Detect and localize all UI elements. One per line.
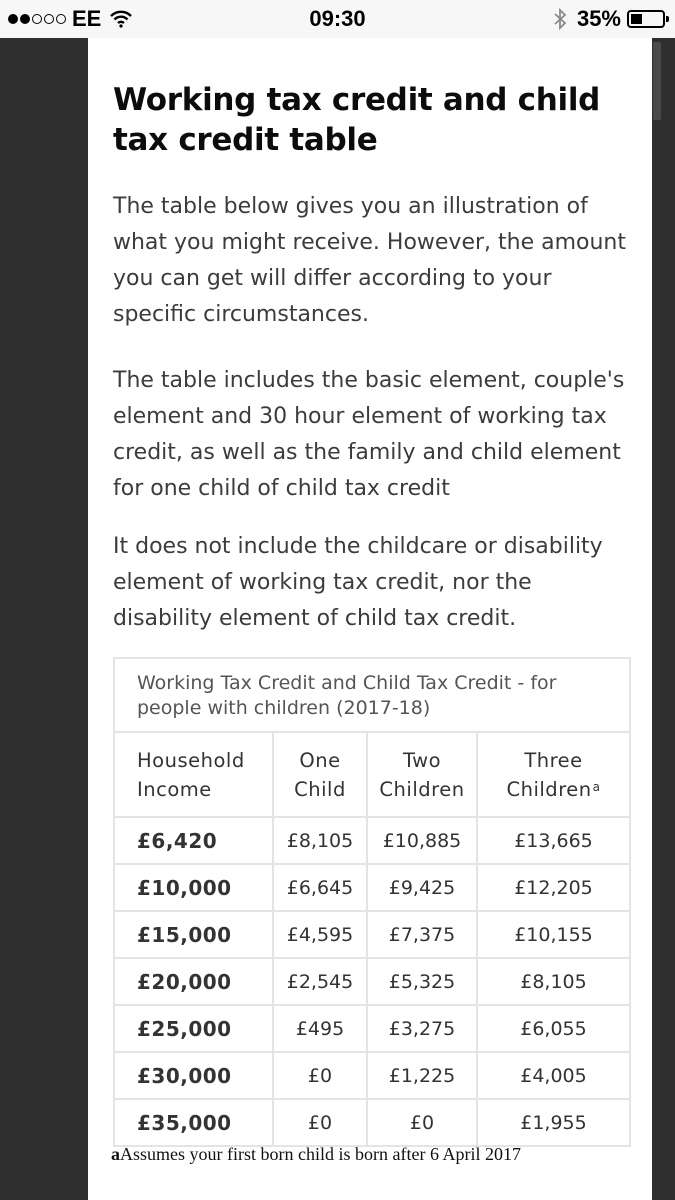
excludes-paragraph: It does not include the childcare or disability element of working tax credit, nor the disability element of child tax credit.	[113, 534, 603, 631]
table-row	[115, 1099, 629, 1145]
cell-two-children: £3,275	[367, 1005, 477, 1052]
clock: 09:30	[309, 6, 366, 31]
status-bar	[0, 0, 675, 38]
cell-three-children: £6,055	[477, 1005, 629, 1052]
carrier-name: EE	[72, 6, 102, 31]
tax-credit-table	[113, 657, 631, 1147]
footnote-letter: a	[111, 1144, 120, 1164]
table-row	[115, 864, 629, 911]
header-one-child: One Child	[273, 733, 367, 817]
cell-income: £6,420	[115, 817, 273, 864]
cell-income: £15,000	[115, 911, 273, 958]
cell-one-child: £0	[273, 1052, 367, 1099]
table-header-row	[115, 733, 629, 817]
header-household-income: Household Income	[115, 733, 273, 817]
article-page	[88, 38, 652, 1200]
cell-income: £25,000	[115, 1005, 273, 1052]
cell-three-children: £8,105	[477, 958, 629, 1005]
cell-two-children: £10,885	[367, 817, 477, 864]
cell-three-children: £10,155	[477, 911, 629, 958]
cell-one-child: £4,595	[273, 911, 367, 958]
cell-two-children: £1,225	[367, 1052, 477, 1099]
table-row	[115, 817, 629, 864]
page-title: Working tax credit and child tax credit table	[113, 82, 601, 158]
footnote-marker: a	[592, 779, 601, 794]
cell-income: £30,000	[115, 1052, 273, 1099]
cell-two-children: £5,325	[367, 958, 477, 1005]
table-row	[115, 1005, 629, 1052]
cell-income: £20,000	[115, 958, 273, 1005]
cell-three-children: £1,955	[520, 1111, 587, 1134]
cell-one-child: £8,105	[273, 817, 367, 864]
header-two-children: Two Children	[367, 733, 477, 817]
header-three-children-label: Three Children	[506, 748, 592, 801]
cell-three-children: £13,665	[477, 817, 629, 864]
battery-icon	[627, 10, 665, 28]
table-row	[115, 911, 629, 958]
cell-income: £35,000	[115, 1099, 273, 1145]
battery-percent: 35%	[576, 6, 621, 31]
table-footnote	[111, 1144, 631, 1165]
cell-two-children: £7,375	[367, 911, 477, 958]
status-right	[553, 6, 665, 32]
cell-income: £10,000	[115, 864, 273, 911]
header-three-children	[477, 733, 629, 817]
table-caption: Working Tax Credit and Child Tax Credit - for people with children (2017-18)	[115, 659, 629, 733]
cell-three-children: £12,205	[477, 864, 629, 911]
cell-one-child: £6,645	[273, 864, 367, 911]
cell-one-child: £495	[273, 1005, 367, 1052]
table-row	[115, 958, 629, 1005]
cell-three-children: £4,005	[477, 1052, 629, 1099]
cell-one-child: £2,545	[273, 958, 367, 1005]
bluetooth-icon	[553, 8, 567, 30]
table-row	[115, 1052, 629, 1099]
cell-two-children: £0	[367, 1099, 477, 1145]
cell-one-child: £0	[273, 1099, 367, 1145]
intro-paragraph: The table below gives you an illustration of what you might receive. However, the amount you can get will differ according to your specific circumstances.	[113, 194, 627, 327]
footnote-text: Assumes your first born child is born after 6 April 2017	[120, 1144, 521, 1164]
scrollbar-thumb[interactable]	[653, 42, 661, 120]
cell-two-children: £9,425	[367, 864, 477, 911]
includes-paragraph: The table includes the basic element, couple's element and 30 hour element of working tax credit, as well as the family and child element for one child of child tax credit	[113, 368, 625, 501]
